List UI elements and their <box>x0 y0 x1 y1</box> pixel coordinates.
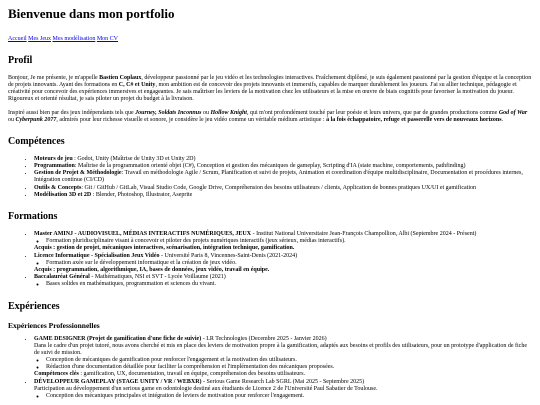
experiences-heading: Expériences <box>8 300 60 312</box>
profil-heading: Profil <box>8 54 33 66</box>
formations-list <box>8 231 532 289</box>
main-nav <box>8 36 532 43</box>
profil-section <box>8 55 532 124</box>
list-item: ◦ Conception des mécaniques principales et intégration de leviers de motivation pour renforcer l'engagement. <box>46 393 532 400</box>
experiences-section <box>8 301 532 401</box>
list-item: ◦ Formation axée sur le développement informatique et la création de jeux vidéo. <box>46 260 532 267</box>
competences-list <box>8 156 532 199</box>
list-item: ◦ Conception de mécaniques de gamification pour renforcer l'engagement et la motivation des utilisateurs. <box>46 357 532 364</box>
list-item: ◦ Formation pluridisciplinaire visant à concevoir et piloter des projets numériques interactifs (jeux sérieux, médias interactifs). <box>46 238 532 245</box>
list-item: • Baccalauréat Général - Mathématiques, NSI et SVT - Lycée Voillaume (2021) ◦ Bases solides en mathématiques, programmation et sciences du vivant. <box>34 274 532 288</box>
list-item: • Licence Informatique - Spécialisation Jeux Vidéo - Université Paris 8, Vincennes-Saint-Denis (2021-2024) ◦ Formation axée sur le développement informatique et la création de jeux vidéo. Acquis : programmation, algorithmique, IA, bases de données, jeux vidéo, travail en équipe. <box>34 253 532 275</box>
formations-heading: Formations <box>8 211 58 223</box>
profil-name: Bastien Coplaux <box>99 74 142 81</box>
list-item: ◦ Bases solides en mathématiques, programmation et sciences du vivant. <box>46 281 532 288</box>
list-item: • Gestion de Projet & Méthodologie: Travail en méthodologie Agile / Scrum, Planification et suivi de projets, Animation et coordination d'équipe multidisciplinaire, Documentation et procédures internes, Intégration continue (CI/CD) <box>34 170 532 184</box>
list-item: • Programmation: Maîtrise de la programmation orienté objet (C#), Conception et gestion des mécaniques de gameplay, Scripting d'IA (state machine, comportements, pathfinding) <box>34 163 532 170</box>
experiences-list <box>8 336 532 401</box>
profil-paragraph-2: Inspiré aussi bien par des jeux indépendants tels que Journey, Soldats Inconnus ou Hollow Knight, qui m'ont profondément touché par leur poésie et leurs univers, que par de grandes productions comme God of War ou Cyberpunk 2077, admirés pour leur richesse visuelle et sonore, je considère le jeu vidéo comme un véritable médium artistique : à la fois échappatoire, refuge et passerelle vers de nouveaux horizons. <box>8 109 528 123</box>
list-item: • Moteurs de jeu : Godot, Unity (Maîtrise de Unity 3D et Unity 2D) <box>34 156 532 163</box>
list-item: • Outils & Concepts: Git / GitHub / GitLab, Visual Studio Code, Google Drive, Compréhension des besoins utilisateurs / clients, Application de bonnes pratiques UX/UI et gamification <box>34 185 532 192</box>
list-item: • Master AMINJ - AUDIOVISUEL, MÉDIAS INTERACTIFS NUMÉRIQUES, JEUX - Institut National Universitaire Jean-François Champollion, Albi (Septembre 2024 - Présent) ◦ Formation pluridisciplinaire visant à concevoir et piloter des projets numériques interactifs (jeux sérieux, médias interactifs). Acquis : gestion de projet, mécaniques interactives, scénarisation, intégration technique, gamification. <box>34 231 532 253</box>
nav-link-accueil[interactable]: Accueil <box>8 35 27 42</box>
profil-paragraph-1: Bonjour, Je me présente, je m'appelle Bastien Coplaux, développeur passionné par le jeu vidéo et les technologies interactives. Fraîchement diplômé, je suis également passionné par la gestion d'équipe et la conception de projets innovants. Ayant des formations en C, C# et Unity, mon ambition est de concevoir des projets innovants et immersifs, capables de marquer durablement les joueurs. J'ai su allier technique, pédagogie et créativité pour concevoir des expériences immersives et engageantes. Je sais maîtriser les leviers de la motivation chez les utilisateurs et la mise en œuvre de biais cognitifs pour favoriser la motivation du joueur. Rigoureux et orienté résultat, je sais piloter un projet du budget à la livraison. <box>8 74 532 103</box>
nav-link-mes-jeux[interactable]: Mes Jeux <box>28 35 51 42</box>
page-title: Bienvenue dans mon portfolio <box>8 6 175 21</box>
nav-link-mes-modelisation[interactable]: Mes modélisation <box>52 35 96 42</box>
list-item: • DÉVELOPPEUR GAMEPLAY (STAGE UNITY / VR / WEBXR) - Serious Game Research Lab SGRL (Mai 2025 - Septembre 2025) Participation au développement d'un serious game en odontologie destiné aux étudiants de Licence 2 de l'Université Paul Sabatier de Toulouse. ◦ Conception des mécaniques principales et intégration de leviers de motivation pour renforcer l'engagement. <box>34 379 532 401</box>
list-item: • GAME DESIGNER (Projet de gamification d'une fiche de suivie) - LR Technologies (Decembre 2025 - Janvier 2026) Dans le cadre d'un projet tutoré, nous avons cherché et mis en place des leviers de motivation propre à la gamification, adaptés aux besoins et profils des utilisateurs, pour un prototype d'application de fiche de suivi de mission. ◦ Conception de mécaniques de gamification pour renforcer l'engagement et la motivation des utilisateurs. ◦ Rédaction d'une documentation détaillée pour faciliter la compréhension et l'implémentation des mécaniques proposées. Compétences clés : gamification, UX, documentation, travail en équipe, compréhension des besoins utilisateurs. <box>34 336 532 379</box>
competences-section <box>8 136 532 199</box>
profil-langs: C, C# et Unity <box>118 81 156 88</box>
experiences-pro-heading: Expériences Professionnelles <box>8 320 100 330</box>
list-item: • Modélisation 3D et 2D : Blender, Photoshop, Illustrator, Aseprite <box>34 192 532 199</box>
list-item: ◦ Rédaction d'une documentation détaillée pour faciliter la compréhension et l'implémentation des mécaniques proposées. <box>46 364 532 371</box>
competences-heading: Compétences <box>8 135 65 147</box>
formations-section <box>8 211 532 289</box>
nav-link-mon-cv[interactable]: Mon CV <box>96 35 119 42</box>
